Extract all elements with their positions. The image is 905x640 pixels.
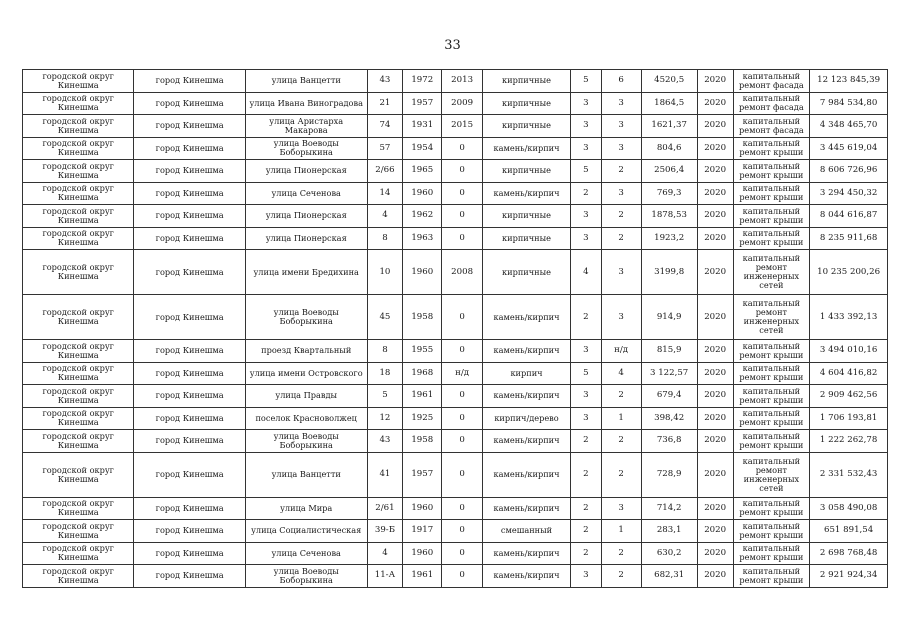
cell-floors: 3 xyxy=(570,92,601,115)
cell-area: 1864,5 xyxy=(641,92,697,115)
cell-cost: 3 058 490,08 xyxy=(810,497,888,520)
cell-street: улица Сеченова xyxy=(245,542,367,565)
cell-year-renovated: 0 xyxy=(442,497,483,520)
cell-year-built: 1960 xyxy=(403,542,442,565)
cell-house-number: 8 xyxy=(367,227,403,250)
cell-entrances: 3 xyxy=(601,115,641,138)
cell-cost: 651 891,54 xyxy=(810,520,888,543)
cell-repair-year: 2020 xyxy=(697,565,733,588)
cell-floors: 2 xyxy=(570,182,601,205)
cell-year-built: 1917 xyxy=(403,520,442,543)
cell-repair-year: 2020 xyxy=(697,250,733,295)
table-body xyxy=(23,70,888,588)
cell-year-built: 1965 xyxy=(403,160,442,183)
cell-cost: 2 909 462,56 xyxy=(810,385,888,408)
cell-repair-year: 2020 xyxy=(697,160,733,183)
cell-city: город Кинешма xyxy=(134,182,245,205)
table-row xyxy=(23,250,888,295)
cell-district: городской округ Кинешма xyxy=(23,137,134,160)
cell-area: 630,2 xyxy=(641,542,697,565)
cell-area: 3199,8 xyxy=(641,250,697,295)
cell-repair-year: 2020 xyxy=(697,227,733,250)
cell-area: 914,9 xyxy=(641,295,697,340)
cell-district: городской округ Кинешма xyxy=(23,250,134,295)
cell-street: улица Воеводы Боборыкина xyxy=(245,565,367,588)
cell-city: город Кинешма xyxy=(134,362,245,385)
cell-year-renovated: 0 xyxy=(442,340,483,363)
cell-cost: 4 348 465,70 xyxy=(810,115,888,138)
cell-wall-material: кирпичные xyxy=(483,160,571,183)
cell-city: город Кинешма xyxy=(134,385,245,408)
cell-district: городской округ Кинешма xyxy=(23,407,134,430)
cell-year-renovated: 0 xyxy=(442,137,483,160)
cell-entrances: 2 xyxy=(601,205,641,228)
cell-street: улица Пионерская xyxy=(245,227,367,250)
cell-city: город Кинешма xyxy=(134,340,245,363)
cell-street: улица Воеводы Боборыкина xyxy=(245,295,367,340)
page-number: 33 xyxy=(444,38,461,53)
cell-year-renovated: 0 xyxy=(442,542,483,565)
cell-repair-year: 2020 xyxy=(697,385,733,408)
cell-house-number: 18 xyxy=(367,362,403,385)
cell-house-number: 21 xyxy=(367,92,403,115)
table-row xyxy=(23,452,888,497)
cell-year-built: 1957 xyxy=(403,92,442,115)
cell-city: город Кинешма xyxy=(134,227,245,250)
table-row xyxy=(23,92,888,115)
cell-cost: 2 331 532,43 xyxy=(810,452,888,497)
table-row xyxy=(23,160,888,183)
cell-area: 679,4 xyxy=(641,385,697,408)
cell-street: улица Воеводы Боборыкина xyxy=(245,137,367,160)
cell-district: городской округ Кинешма xyxy=(23,182,134,205)
cell-repair-year: 2020 xyxy=(697,92,733,115)
cell-work-type: капитальный ремонт крыши xyxy=(733,497,810,520)
cell-wall-material: камень/кирпич xyxy=(483,452,571,497)
cell-year-renovated: н/д xyxy=(442,362,483,385)
cell-area: 804,6 xyxy=(641,137,697,160)
cell-house-number: 43 xyxy=(367,430,403,453)
cell-district: городской округ Кинешма xyxy=(23,385,134,408)
cell-city: город Кинешма xyxy=(134,430,245,453)
cell-district: городской округ Кинешма xyxy=(23,362,134,385)
table-row xyxy=(23,227,888,250)
cell-entrances: 2 xyxy=(601,565,641,588)
cell-area: 1878,53 xyxy=(641,205,697,228)
cell-area: 728,9 xyxy=(641,452,697,497)
cell-year-renovated: 0 xyxy=(442,227,483,250)
cell-floors: 2 xyxy=(570,497,601,520)
cell-wall-material: камень/кирпич xyxy=(483,182,571,205)
table-row xyxy=(23,497,888,520)
cell-floors: 5 xyxy=(570,160,601,183)
cell-house-number: 12 xyxy=(367,407,403,430)
cell-area: 682,31 xyxy=(641,565,697,588)
cell-year-renovated: 0 xyxy=(442,182,483,205)
cell-wall-material: кирпич xyxy=(483,362,571,385)
cell-area: 398,42 xyxy=(641,407,697,430)
cell-area: 283,1 xyxy=(641,520,697,543)
cell-area: 714,2 xyxy=(641,497,697,520)
cell-wall-material: камень/кирпич xyxy=(483,565,571,588)
cell-entrances: 1 xyxy=(601,407,641,430)
cell-street: улица имени Островского xyxy=(245,362,367,385)
cell-repair-year: 2020 xyxy=(697,407,733,430)
cell-entrances: 1 xyxy=(601,520,641,543)
cell-wall-material: кирпичные xyxy=(483,70,571,93)
cell-house-number: 39-Б xyxy=(367,520,403,543)
cell-cost: 7 984 534,80 xyxy=(810,92,888,115)
cell-entrances: 2 xyxy=(601,160,641,183)
cell-work-type: капитальный ремонт фасада xyxy=(733,115,810,138)
table-row xyxy=(23,137,888,160)
cell-floors: 3 xyxy=(570,385,601,408)
cell-entrances: 2 xyxy=(601,430,641,453)
cell-street: улица Сеченова xyxy=(245,182,367,205)
cell-year-built: 1961 xyxy=(403,385,442,408)
cell-year-renovated: 0 xyxy=(442,385,483,408)
cell-wall-material: кирпичные xyxy=(483,115,571,138)
cell-repair-year: 2020 xyxy=(697,295,733,340)
cell-cost: 1 706 193,81 xyxy=(810,407,888,430)
cell-entrances: н/д xyxy=(601,340,641,363)
cell-district: городской округ Кинешма xyxy=(23,205,134,228)
cell-work-type: капитальный ремонт крыши xyxy=(733,565,810,588)
cell-area: 815,9 xyxy=(641,340,697,363)
table-row xyxy=(23,520,888,543)
cell-entrances: 2 xyxy=(601,542,641,565)
cell-house-number: 2/66 xyxy=(367,160,403,183)
cell-cost: 10 235 200,26 xyxy=(810,250,888,295)
cell-cost: 1 433 392,13 xyxy=(810,295,888,340)
cell-year-built: 1954 xyxy=(403,137,442,160)
cell-wall-material: кирпичные xyxy=(483,227,571,250)
cell-repair-year: 2020 xyxy=(697,362,733,385)
cell-district: городской округ Кинешма xyxy=(23,542,134,565)
cell-city: город Кинешма xyxy=(134,92,245,115)
cell-house-number: 5 xyxy=(367,385,403,408)
cell-cost: 2 921 924,34 xyxy=(810,565,888,588)
cell-floors: 5 xyxy=(570,362,601,385)
cell-street: улица Воеводы Боборыкина xyxy=(245,430,367,453)
cell-wall-material: камень/кирпич xyxy=(483,137,571,160)
cell-house-number: 4 xyxy=(367,542,403,565)
cell-district: городской округ Кинешма xyxy=(23,340,134,363)
cell-entrances: 3 xyxy=(601,92,641,115)
cell-year-built: 1958 xyxy=(403,430,442,453)
cell-area: 4520,5 xyxy=(641,70,697,93)
cell-city: город Кинешма xyxy=(134,205,245,228)
cell-area: 2506,4 xyxy=(641,160,697,183)
cell-house-number: 8 xyxy=(367,340,403,363)
cell-house-number: 10 xyxy=(367,250,403,295)
cell-city: город Кинешма xyxy=(134,160,245,183)
cell-year-built: 1958 xyxy=(403,295,442,340)
cell-entrances: 2 xyxy=(601,227,641,250)
cell-street: проезд Квартальный xyxy=(245,340,367,363)
cell-year-built: 1960 xyxy=(403,182,442,205)
cell-area: 769,3 xyxy=(641,182,697,205)
cell-repair-year: 2020 xyxy=(697,430,733,453)
cell-cost: 8 606 726,96 xyxy=(810,160,888,183)
cell-year-built: 1960 xyxy=(403,497,442,520)
cell-city: город Кинешма xyxy=(134,407,245,430)
cell-work-type: капитальный ремонт фасада xyxy=(733,92,810,115)
cell-year-built: 1957 xyxy=(403,452,442,497)
table-row xyxy=(23,542,888,565)
cell-year-renovated: 0 xyxy=(442,452,483,497)
cell-cost: 1 222 262,78 xyxy=(810,430,888,453)
cell-district: городской округ Кинешма xyxy=(23,115,134,138)
table-row xyxy=(23,362,888,385)
cell-repair-year: 2020 xyxy=(697,182,733,205)
cell-year-built: 1962 xyxy=(403,205,442,228)
cell-work-type: капитальный ремонт крыши xyxy=(733,407,810,430)
cell-work-type: капитальный ремонт крыши xyxy=(733,137,810,160)
table-row xyxy=(23,70,888,93)
cell-floors: 4 xyxy=(570,250,601,295)
cell-floors: 3 xyxy=(570,340,601,363)
cell-year-built: 1925 xyxy=(403,407,442,430)
cell-entrances: 3 xyxy=(601,182,641,205)
cell-repair-year: 2020 xyxy=(697,497,733,520)
cell-area: 3 122,57 xyxy=(641,362,697,385)
cell-work-type: капитальный ремонт крыши xyxy=(733,542,810,565)
cell-entrances: 2 xyxy=(601,452,641,497)
cell-cost: 8 235 911,68 xyxy=(810,227,888,250)
cell-district: городской округ Кинешма xyxy=(23,70,134,93)
cell-entrances: 2 xyxy=(601,385,641,408)
cell-year-built: 1961 xyxy=(403,565,442,588)
cell-wall-material: кирпичные xyxy=(483,205,571,228)
cell-floors: 2 xyxy=(570,542,601,565)
cell-wall-material: камень/кирпич xyxy=(483,497,571,520)
cell-repair-year: 2020 xyxy=(697,70,733,93)
cell-year-renovated: 0 xyxy=(442,160,483,183)
cell-year-built: 1963 xyxy=(403,227,442,250)
cell-house-number: 45 xyxy=(367,295,403,340)
cell-floors: 3 xyxy=(570,227,601,250)
cell-repair-year: 2020 xyxy=(697,452,733,497)
cell-work-type: капитальный ремонт крыши xyxy=(733,182,810,205)
cell-entrances: 6 xyxy=(601,70,641,93)
cell-cost: 12 123 845,39 xyxy=(810,70,888,93)
cell-district: городской округ Кинешма xyxy=(23,565,134,588)
cell-street: улица Мира xyxy=(245,497,367,520)
cell-wall-material: камень/кирпич xyxy=(483,340,571,363)
cell-district: городской округ Кинешма xyxy=(23,295,134,340)
cell-district: городской округ Кинешма xyxy=(23,430,134,453)
cell-city: город Кинешма xyxy=(134,565,245,588)
cell-repair-year: 2020 xyxy=(697,340,733,363)
cell-work-type: капитальный ремонт крыши xyxy=(733,520,810,543)
cell-district: городской округ Кинешма xyxy=(23,520,134,543)
cell-floors: 3 xyxy=(570,407,601,430)
cell-cost: 2 698 768,48 xyxy=(810,542,888,565)
cell-city: город Кинешма xyxy=(134,542,245,565)
cell-work-type: капитальный ремонт инженерных сетей xyxy=(733,295,810,340)
cell-street: улица Аристарха Макарова xyxy=(245,115,367,138)
cell-area: 1621,37 xyxy=(641,115,697,138)
cell-street: улица Социалистическая xyxy=(245,520,367,543)
cell-year-renovated: 0 xyxy=(442,430,483,453)
cell-wall-material: кирпичные xyxy=(483,250,571,295)
cell-repair-year: 2020 xyxy=(697,137,733,160)
cell-house-number: 74 xyxy=(367,115,403,138)
table-row xyxy=(23,430,888,453)
cell-wall-material: камень/кирпич xyxy=(483,295,571,340)
cell-year-renovated: 0 xyxy=(442,205,483,228)
cell-cost: 3 494 010,16 xyxy=(810,340,888,363)
cell-year-renovated: 2013 xyxy=(442,70,483,93)
cell-house-number: 2/61 xyxy=(367,497,403,520)
cell-work-type: капитальный ремонт крыши xyxy=(733,430,810,453)
cell-house-number: 4 xyxy=(367,205,403,228)
cell-repair-year: 2020 xyxy=(697,205,733,228)
cell-floors: 2 xyxy=(570,520,601,543)
cell-year-built: 1968 xyxy=(403,362,442,385)
cell-street: улица Правды xyxy=(245,385,367,408)
table-row xyxy=(23,295,888,340)
cell-repair-year: 2020 xyxy=(697,520,733,543)
cell-repair-year: 2020 xyxy=(697,542,733,565)
cell-floors: 2 xyxy=(570,430,601,453)
cell-work-type: капитальный ремонт крыши xyxy=(733,160,810,183)
cell-city: город Кинешма xyxy=(134,137,245,160)
table-row xyxy=(23,340,888,363)
cell-area: 1923,2 xyxy=(641,227,697,250)
cell-house-number: 43 xyxy=(367,70,403,93)
table-row xyxy=(23,115,888,138)
cell-city: город Кинешма xyxy=(134,520,245,543)
cell-work-type: капитальный ремонт инженерных сетей xyxy=(733,452,810,497)
cell-city: город Кинешма xyxy=(134,250,245,295)
table-row xyxy=(23,565,888,588)
cell-street: поселок Красноволжец xyxy=(245,407,367,430)
cell-floors: 5 xyxy=(570,70,601,93)
table-row xyxy=(23,385,888,408)
cell-work-type: капитальный ремонт фасада xyxy=(733,70,810,93)
cell-area: 736,8 xyxy=(641,430,697,453)
cell-floors: 3 xyxy=(570,137,601,160)
cell-floors: 3 xyxy=(570,565,601,588)
cell-city: город Кинешма xyxy=(134,295,245,340)
cell-work-type: капитальный ремонт крыши xyxy=(733,340,810,363)
cell-entrances: 3 xyxy=(601,497,641,520)
cell-cost: 8 044 616,87 xyxy=(810,205,888,228)
cell-street: улица Пионерская xyxy=(245,205,367,228)
cell-cost: 3 445 619,04 xyxy=(810,137,888,160)
cell-city: город Кинешма xyxy=(134,115,245,138)
cell-district: городской округ Кинешма xyxy=(23,160,134,183)
cell-district: городской округ Кинешма xyxy=(23,92,134,115)
cell-city: город Кинешма xyxy=(134,497,245,520)
cell-wall-material: смешанный xyxy=(483,520,571,543)
table-row xyxy=(23,407,888,430)
cell-work-type: капитальный ремонт крыши xyxy=(733,362,810,385)
cell-house-number: 11-А xyxy=(367,565,403,588)
cell-work-type: капитальный ремонт крыши xyxy=(733,385,810,408)
cell-year-renovated: 2008 xyxy=(442,250,483,295)
cell-city: город Кинешма xyxy=(134,452,245,497)
cell-floors: 2 xyxy=(570,295,601,340)
cell-cost: 4 604 416,82 xyxy=(810,362,888,385)
cell-house-number: 14 xyxy=(367,182,403,205)
cell-cost: 3 294 450,32 xyxy=(810,182,888,205)
cell-house-number: 57 xyxy=(367,137,403,160)
table-row xyxy=(23,205,888,228)
cell-year-renovated: 0 xyxy=(442,565,483,588)
cell-year-renovated: 0 xyxy=(442,407,483,430)
cell-floors: 2 xyxy=(570,452,601,497)
cell-year-renovated: 2009 xyxy=(442,92,483,115)
cell-entrances: 4 xyxy=(601,362,641,385)
cell-wall-material: камень/кирпич xyxy=(483,430,571,453)
cell-street: улица Ванцетти xyxy=(245,452,367,497)
cell-year-built: 1972 xyxy=(403,70,442,93)
table-row xyxy=(23,182,888,205)
cell-wall-material: камень/кирпич xyxy=(483,385,571,408)
cell-district: городской округ Кинешма xyxy=(23,227,134,250)
cell-house-number: 41 xyxy=(367,452,403,497)
cell-year-built: 1955 xyxy=(403,340,442,363)
cell-street: улица Ванцетти xyxy=(245,70,367,93)
cell-year-built: 1960 xyxy=(403,250,442,295)
cell-city: город Кинешма xyxy=(134,70,245,93)
cell-year-renovated: 0 xyxy=(442,295,483,340)
cell-entrances: 3 xyxy=(601,137,641,160)
cell-year-renovated: 2015 xyxy=(442,115,483,138)
cell-street: улица Пионерская xyxy=(245,160,367,183)
cell-district: городской округ Кинешма xyxy=(23,497,134,520)
cell-year-built: 1931 xyxy=(403,115,442,138)
cell-wall-material: камень/кирпич xyxy=(483,542,571,565)
cell-entrances: 3 xyxy=(601,295,641,340)
cell-floors: 3 xyxy=(570,205,601,228)
cell-district: городской округ Кинешма xyxy=(23,452,134,497)
cell-entrances: 3 xyxy=(601,250,641,295)
cell-year-renovated: 0 xyxy=(442,520,483,543)
cell-wall-material: кирпичные xyxy=(483,92,571,115)
housing-repair-table xyxy=(22,69,888,588)
cell-wall-material: кирпич/дерево xyxy=(483,407,571,430)
cell-work-type: капитальный ремонт инженерных сетей xyxy=(733,250,810,295)
cell-street: улица имени Бредихина xyxy=(245,250,367,295)
cell-street: улица Ивана Виноградова xyxy=(245,92,367,115)
cell-floors: 3 xyxy=(570,115,601,138)
cell-work-type: капитальный ремонт крыши xyxy=(733,205,810,228)
cell-work-type: капитальный ремонт крыши xyxy=(733,227,810,250)
cell-repair-year: 2020 xyxy=(697,115,733,138)
